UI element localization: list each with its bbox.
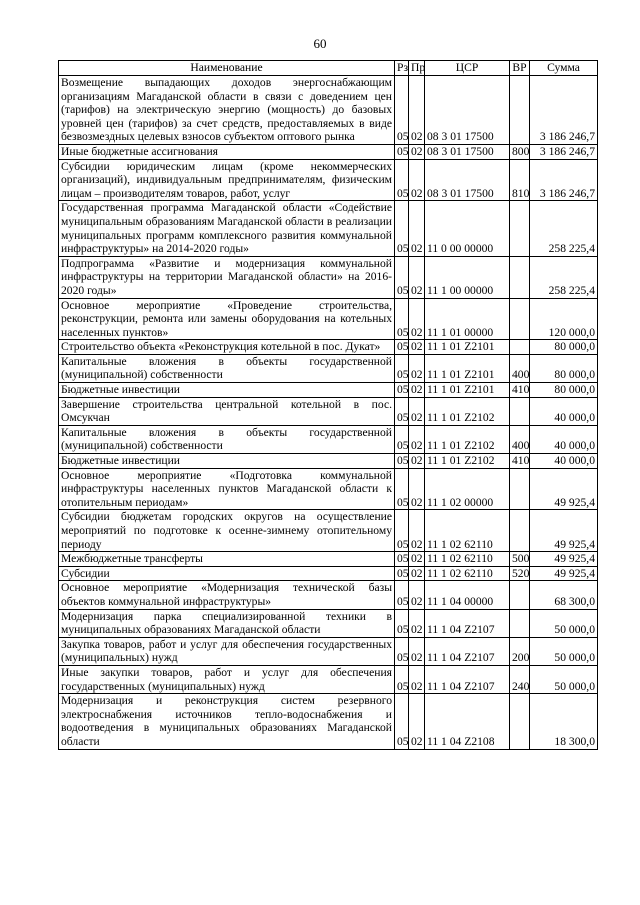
row-pr: 02 <box>409 694 425 749</box>
row-rz: 05 <box>395 609 409 637</box>
row-pr: 02 <box>409 256 425 298</box>
row-sum: 258 225,4 <box>530 256 598 298</box>
header-vr: ВР <box>510 61 530 76</box>
row-name: Субсидии юридическим лицам (кроме некоммерческих организаций), индивидуальным предпринимателям, физическим лицам – производителям товаров, работ, услуг <box>59 159 395 201</box>
row-rz: 05 <box>395 383 409 398</box>
header-sum: Сумма <box>530 61 598 76</box>
row-pr: 02 <box>409 510 425 552</box>
row-sum: 18 300,0 <box>530 694 598 749</box>
table-row <box>59 637 598 665</box>
table-header-row <box>59 61 598 76</box>
table-row <box>59 159 598 201</box>
row-vr: 400 <box>510 425 530 453</box>
row-vr: 800 <box>510 144 530 159</box>
row-name: Основное мероприятие «Модернизация технической базы объектов коммунальной инфраструктуры» <box>59 581 395 609</box>
row-sum: 120 000,0 <box>530 298 598 340</box>
table-row <box>59 510 598 552</box>
row-rz: 05 <box>395 468 409 510</box>
row-csr: 11 0 00 00000 <box>425 201 510 256</box>
row-csr: 11 1 04 Z2107 <box>425 609 510 637</box>
row-rz: 05 <box>395 425 409 453</box>
row-csr: 11 1 04 Z2107 <box>425 637 510 665</box>
table-row <box>59 298 598 340</box>
row-pr: 02 <box>409 581 425 609</box>
row-csr: 11 1 02 00000 <box>425 468 510 510</box>
row-pr: 02 <box>409 609 425 637</box>
row-name: Государственная программа Магаданской области «Содействие муниципальным образованиям Магаданской области в реализации муниципальных программ комплексного развития коммунальной инфраструктуры» на 2014-2020 годы» <box>59 201 395 256</box>
row-vr: 410 <box>510 383 530 398</box>
table-row <box>59 256 598 298</box>
row-name: Иные закупки товаров, работ и услуг для обеспечения государственных (муниципальных) нужд <box>59 665 395 693</box>
row-name: Основное мероприятие «Проведение строительства, реконструкции, ремонта или замены оборудования на котельных населенных пунктов» <box>59 298 395 340</box>
row-name: Строительство объекта «Реконструкция котельной в пос. Дукат» <box>59 340 395 355</box>
row-csr: 11 1 01 Z2101 <box>425 383 510 398</box>
row-rz: 05 <box>395 665 409 693</box>
row-csr: 11 1 01 00000 <box>425 298 510 340</box>
table-row <box>59 468 598 510</box>
row-sum: 40 000,0 <box>530 397 598 425</box>
table-row <box>59 425 598 453</box>
row-csr: 11 1 01 Z2101 <box>425 354 510 382</box>
row-rz: 05 <box>395 454 409 469</box>
row-csr: 11 1 04 Z2108 <box>425 694 510 749</box>
row-vr <box>510 581 530 609</box>
row-vr: 400 <box>510 354 530 382</box>
row-vr <box>510 694 530 749</box>
row-rz: 05 <box>395 159 409 201</box>
row-sum: 40 000,0 <box>530 425 598 453</box>
table-row <box>59 665 598 693</box>
table-row <box>59 201 598 256</box>
row-rz: 05 <box>395 552 409 567</box>
table-row <box>59 552 598 567</box>
row-pr: 02 <box>409 298 425 340</box>
row-vr <box>510 468 530 510</box>
header-pr: Пр <box>409 61 425 76</box>
row-name: Модернизация и реконструкция систем резервного электроснабжения источников тепло-водоснабжения и водоотведения в муниципальных образованиях Магаданской области <box>59 694 395 749</box>
row-rz: 05 <box>395 340 409 355</box>
row-pr: 02 <box>409 354 425 382</box>
row-name: Субсидии бюджетам городских округов на осуществление мероприятий по подготовке к осенне-зимнему отопительному периоду <box>59 510 395 552</box>
row-csr: 11 1 00 00000 <box>425 256 510 298</box>
row-name: Иные бюджетные ассигнования <box>59 144 395 159</box>
row-rz: 05 <box>395 694 409 749</box>
row-sum: 49 925,4 <box>530 566 598 581</box>
row-vr: 500 <box>510 552 530 567</box>
table-row <box>59 454 598 469</box>
row-pr: 02 <box>409 566 425 581</box>
row-name: Межбюджетные трансферты <box>59 552 395 567</box>
row-name: Завершение строительства центральной котельной в пос. Омсукчан <box>59 397 395 425</box>
row-csr: 11 1 01 Z2102 <box>425 425 510 453</box>
row-pr: 02 <box>409 383 425 398</box>
row-csr: 08 3 01 17500 <box>425 159 510 201</box>
row-name: Закупка товаров, работ и услуг для обеспечения государственных (муниципальных) нужд <box>59 637 395 665</box>
row-pr: 02 <box>409 397 425 425</box>
row-sum: 50 000,0 <box>530 609 598 637</box>
row-sum: 50 000,0 <box>530 637 598 665</box>
row-pr: 02 <box>409 201 425 256</box>
row-vr <box>510 510 530 552</box>
row-name: Модернизация парка специализированной техники в муниципальных образованиях Магаданской области <box>59 609 395 637</box>
table-row <box>59 694 598 749</box>
row-rz: 05 <box>395 637 409 665</box>
row-sum: 80 000,0 <box>530 340 598 355</box>
row-vr <box>510 298 530 340</box>
row-csr: 11 1 01 Z2102 <box>425 454 510 469</box>
row-vr: 410 <box>510 454 530 469</box>
row-vr: 200 <box>510 637 530 665</box>
row-sum: 49 925,4 <box>530 510 598 552</box>
row-rz: 05 <box>395 581 409 609</box>
row-csr: 08 3 01 17500 <box>425 144 510 159</box>
page-number: 60 <box>313 36 327 51</box>
row-csr: 11 1 02 62110 <box>425 510 510 552</box>
table-row <box>59 340 598 355</box>
row-csr: 11 1 01 Z2102 <box>425 397 510 425</box>
row-vr <box>510 256 530 298</box>
table-row <box>59 354 598 382</box>
row-sum: 40 000,0 <box>530 454 598 469</box>
row-sum: 80 000,0 <box>530 354 598 382</box>
row-vr: 240 <box>510 665 530 693</box>
row-csr: 11 1 02 62110 <box>425 566 510 581</box>
row-name: Субсидии <box>59 566 395 581</box>
row-pr: 02 <box>409 76 425 145</box>
row-pr: 02 <box>409 468 425 510</box>
table-row <box>59 609 598 637</box>
row-csr: 08 3 01 17500 <box>425 76 510 145</box>
row-sum: 49 925,4 <box>530 552 598 567</box>
row-pr: 02 <box>409 425 425 453</box>
row-name: Основное мероприятие «Подготовка коммунальной инфраструктуры населенных пунктов Магаданской области к отопительным периодам» <box>59 468 395 510</box>
row-sum: 49 925,4 <box>530 468 598 510</box>
row-pr: 02 <box>409 159 425 201</box>
row-vr <box>510 609 530 637</box>
row-sum: 258 225,4 <box>530 201 598 256</box>
row-vr <box>510 397 530 425</box>
row-vr <box>510 76 530 145</box>
table-row <box>59 397 598 425</box>
budget-table <box>58 60 598 750</box>
row-pr: 02 <box>409 665 425 693</box>
header-name: Наименование <box>59 61 395 76</box>
row-csr: 11 1 04 00000 <box>425 581 510 609</box>
row-rz: 05 <box>395 397 409 425</box>
row-sum: 3 186 246,7 <box>530 76 598 145</box>
row-name: Подпрограмма «Развитие и модернизация коммунальной инфраструктуры на территории Магаданской области» на 2016-2020 годы» <box>59 256 395 298</box>
row-vr: 810 <box>510 159 530 201</box>
row-rz: 05 <box>395 510 409 552</box>
row-csr: 11 1 01 Z2101 <box>425 340 510 355</box>
row-sum: 50 000,0 <box>530 665 598 693</box>
row-csr: 11 1 02 62110 <box>425 552 510 567</box>
row-pr: 02 <box>409 552 425 567</box>
row-sum: 68 300,0 <box>530 581 598 609</box>
row-sum: 80 000,0 <box>530 383 598 398</box>
row-rz: 05 <box>395 76 409 145</box>
table-row <box>59 76 598 145</box>
row-rz: 05 <box>395 256 409 298</box>
row-rz: 05 <box>395 298 409 340</box>
table-row <box>59 581 598 609</box>
row-name: Возмещение выпадающих доходов энергоснабжающим организациям Магаданской области в связи с доведением цен (тарифов) на электрическую энергию (мощность) до базовых уровней цен (тарифов) за счет средств, предоставляемых в виде безвозмездных целевых взносов субъектом оптового рынка <box>59 76 395 145</box>
row-rz: 05 <box>395 201 409 256</box>
table-row <box>59 566 598 581</box>
row-pr: 02 <box>409 637 425 665</box>
table-row <box>59 144 598 159</box>
row-vr <box>510 201 530 256</box>
row-sum: 3 186 246,7 <box>530 144 598 159</box>
row-name: Бюджетные инвестиции <box>59 383 395 398</box>
row-pr: 02 <box>409 454 425 469</box>
header-csr: ЦСР <box>425 61 510 76</box>
row-vr <box>510 340 530 355</box>
row-pr: 02 <box>409 144 425 159</box>
row-name: Капитальные вложения в объекты государственной (муниципальной) собственности <box>59 425 395 453</box>
row-vr: 520 <box>510 566 530 581</box>
row-name: Капитальные вложения в объекты государственной (муниципальной) собственности <box>59 354 395 382</box>
row-name: Бюджетные инвестиции <box>59 454 395 469</box>
header-rz: Рз <box>395 61 409 76</box>
row-csr: 11 1 04 Z2107 <box>425 665 510 693</box>
row-rz: 05 <box>395 144 409 159</box>
row-sum: 3 186 246,7 <box>530 159 598 201</box>
table-row <box>59 383 598 398</box>
row-rz: 05 <box>395 566 409 581</box>
row-pr: 02 <box>409 340 425 355</box>
row-rz: 05 <box>395 354 409 382</box>
